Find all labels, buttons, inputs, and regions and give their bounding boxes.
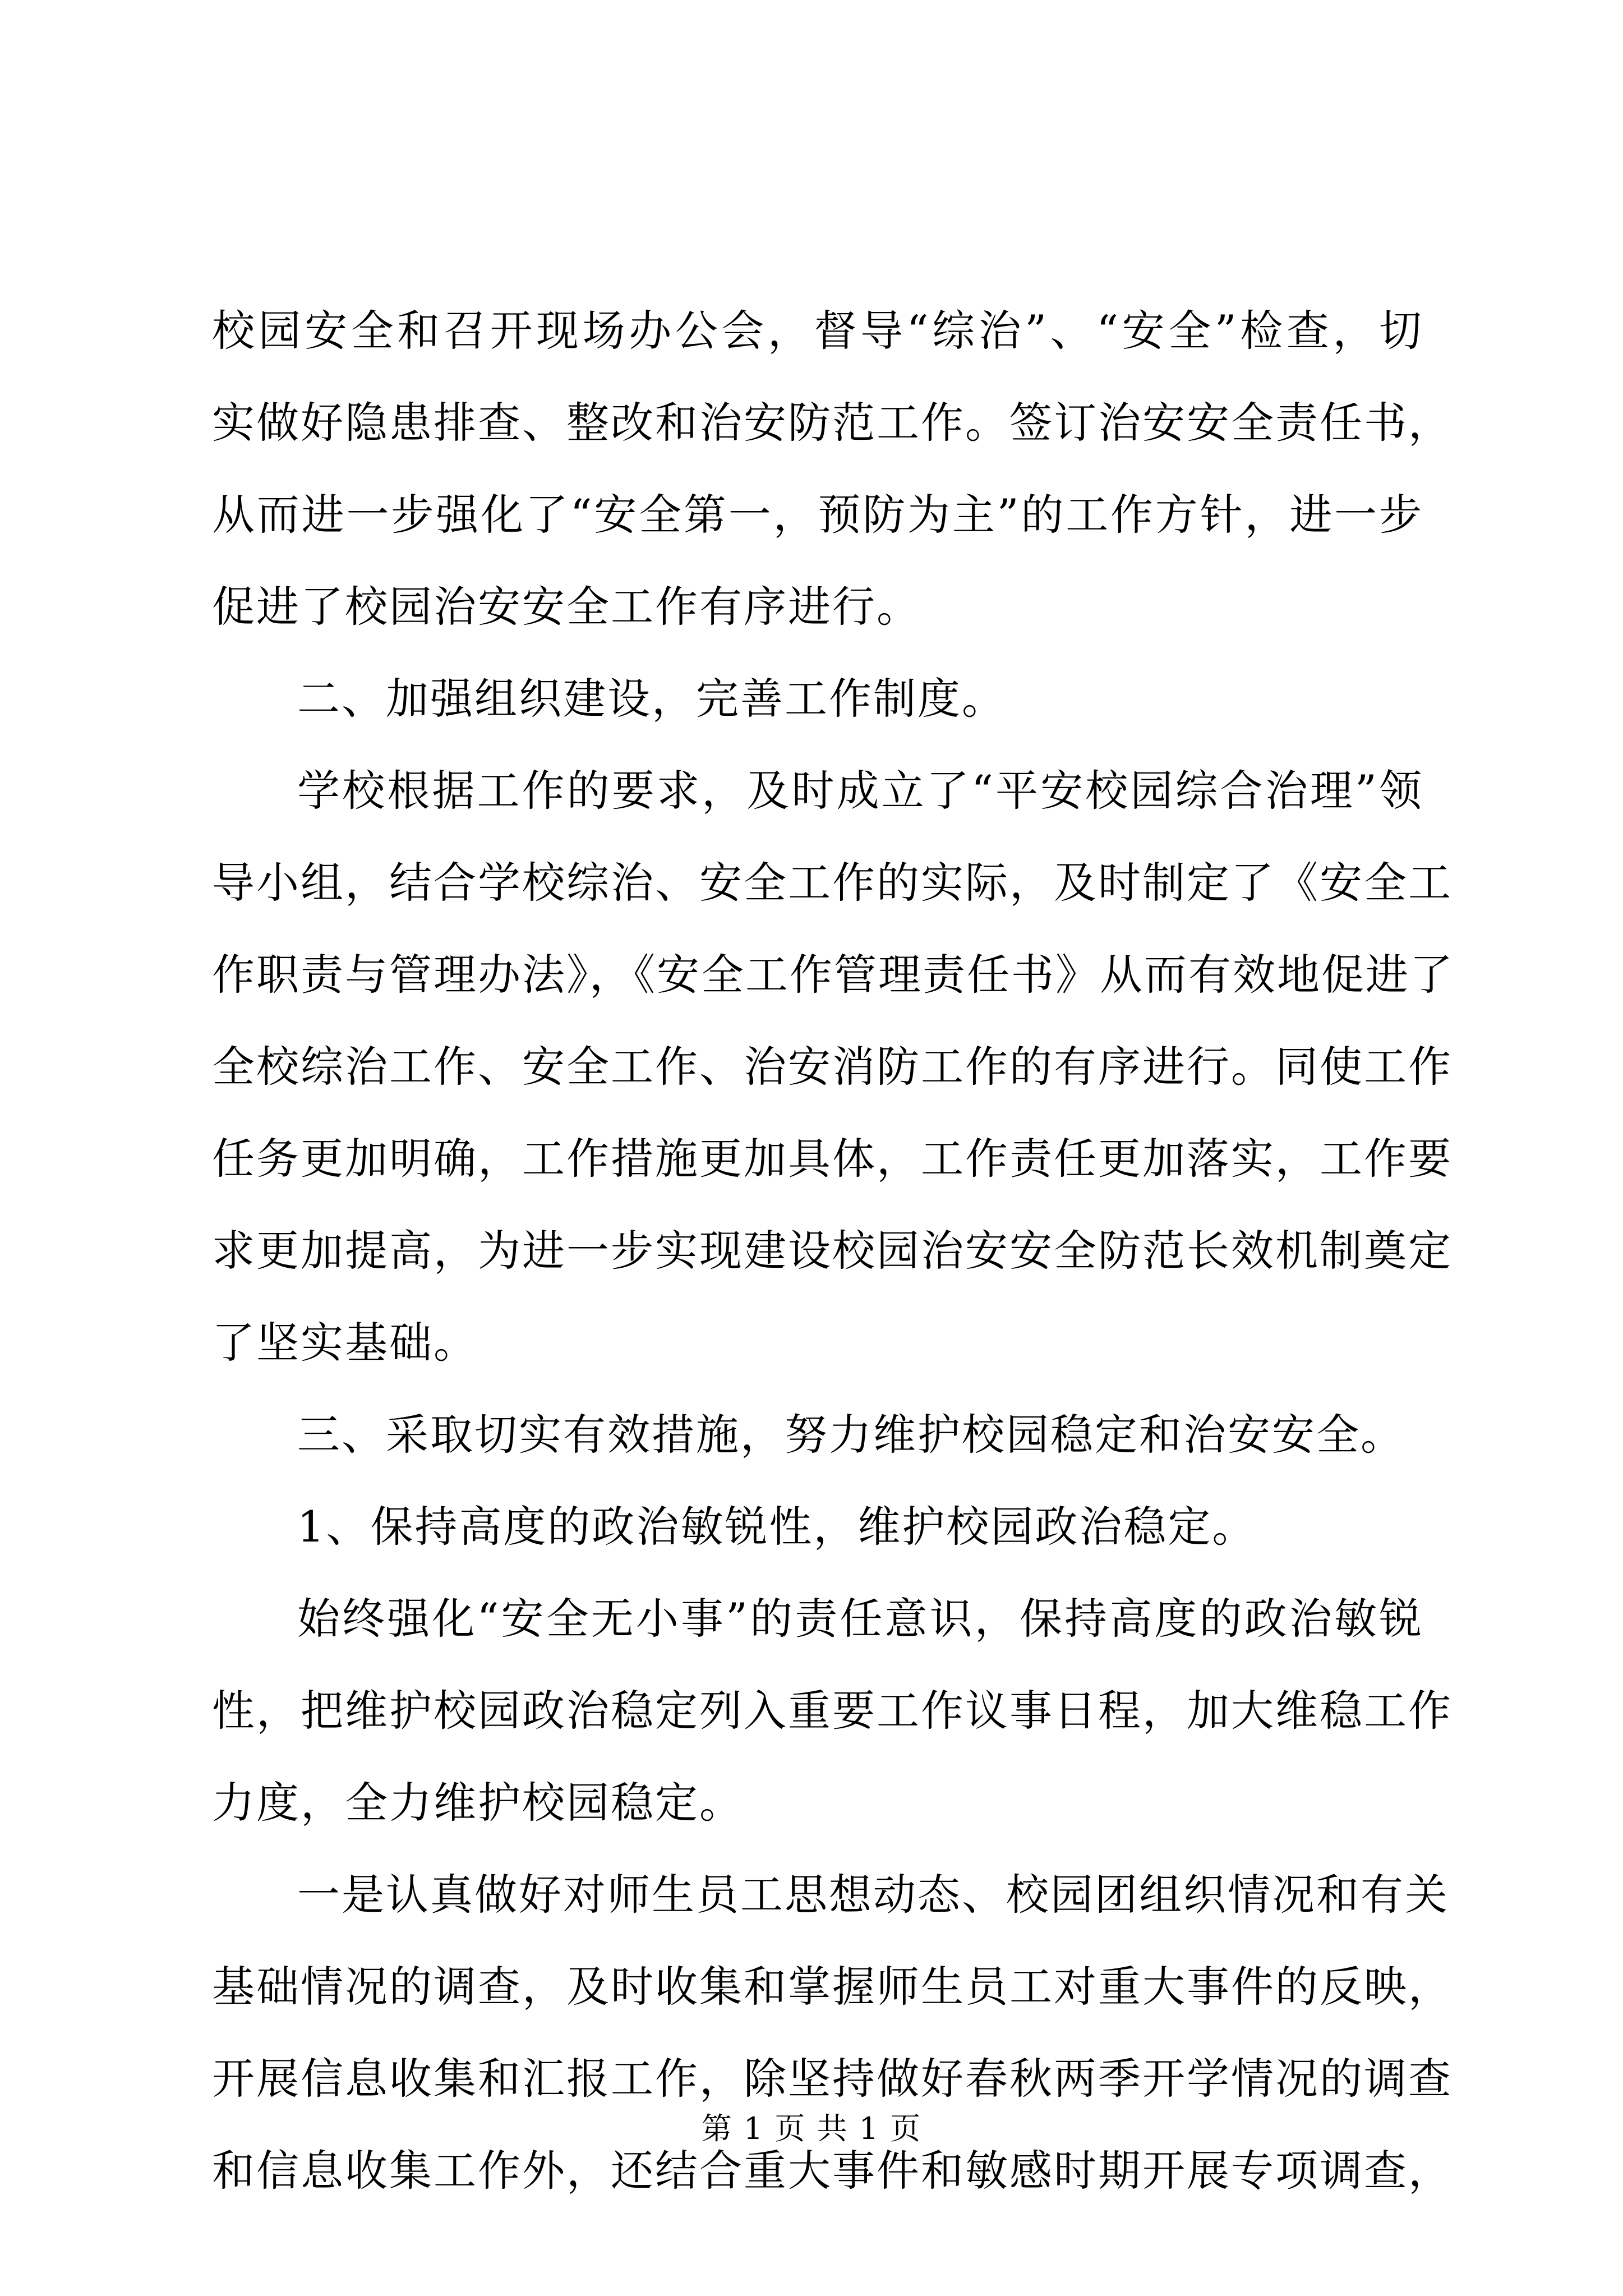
text-line: 开展信息收集和汇报工作，除坚持做好春秋两季开学情况的调查 <box>212 2054 1453 2104</box>
text-line: 性，把维护校园政治稳定列入重要工作议事日程，加大维稳工作 <box>212 1686 1453 1736</box>
page-footer: 第 1 页 共 1 页 <box>701 2111 922 2146</box>
text-line: 力度，全力维护校园稳定。 <box>212 1778 744 1828</box>
text-line: 全校综治工作、安全工作、治安消防工作的有序进行。同使工作 <box>212 1042 1453 1092</box>
text-line: 一是认真做好对师生员工思想动态、校园团组织情况和有关 <box>297 1870 1449 1920</box>
section-heading: 二、加强组织建设，完善工作制度。 <box>297 674 1006 724</box>
text-line: 始终强化“安全无小事”的责任意识，保持高度的政治敏锐 <box>297 1594 1423 1644</box>
text-line: 求更加提高，为进一步实现建设校园治安安全防范长效机制奠定 <box>212 1226 1453 1276</box>
text-line: 任务更加明确，工作措施更加具体，工作责任更加落实，工作要 <box>212 1134 1453 1184</box>
text-line: 促进了校园治安安全工作有序进行。 <box>212 582 921 632</box>
text-line: 从而进一步强化了“安全第一，预防为主”的工作方针，进一步 <box>212 490 1423 540</box>
subsection-heading: 1、保持高度的政治敏锐性，维护校园政治稳定。 <box>297 1502 1257 1552</box>
body-text <box>212 285 1454 2217</box>
text-line: 实做好隐患排查、整改和治安防范工作。签订治安安全责任书， <box>212 398 1453 448</box>
text-line: 了坚实基础。 <box>212 1318 478 1368</box>
text-line: 作职责与管理办法》，《安全工作管理责任书》从而有效地促进了 <box>212 950 1454 1000</box>
text-line: 基础情况的调查，及时收集和掌握师生员工对重大事件的反映， <box>212 1962 1453 2012</box>
section-heading: 三、采取切实有效措施，努力维护校园稳定和治安安全。 <box>297 1410 1405 1460</box>
text-line: 校园安全和召开现场办公会，督导“综治”、“安全”检查，切 <box>212 306 1423 356</box>
text-line: 导小组，结合学校综治、安全工作的实际，及时制定了《安全工 <box>212 858 1453 908</box>
text-line: 和信息收集工作外，还结合重大事件和敏感时期开展专项调查， <box>212 2146 1453 2196</box>
text-line: 学校根据工作的要求，及时成立了“平安校园综合治理”领 <box>297 766 1423 816</box>
